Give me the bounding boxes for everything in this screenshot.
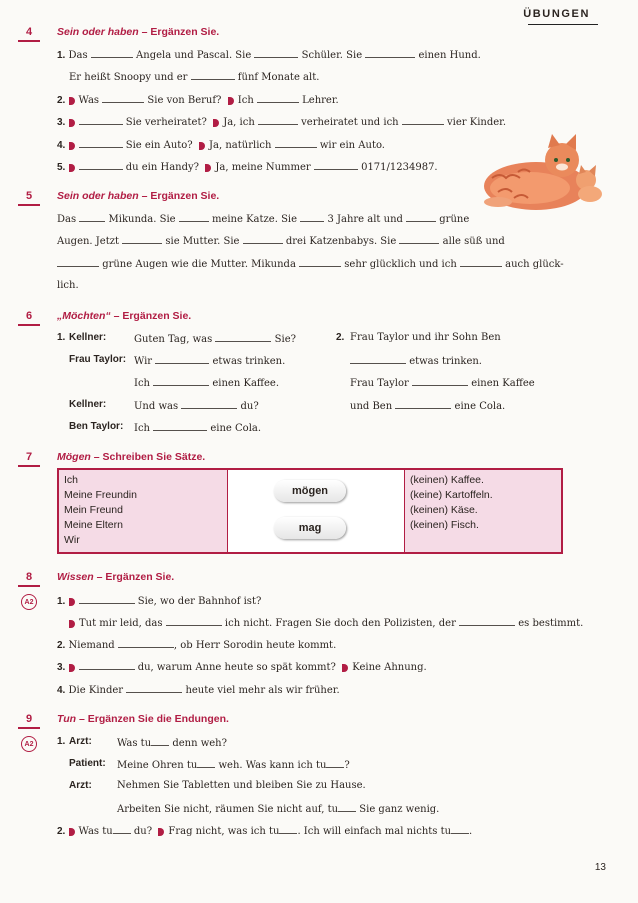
text: etwas trinken. [212,356,286,367]
title-keyword: Wissen [57,571,94,583]
speaker-label: Ben Taylor: [69,421,124,432]
item-number: 2. [57,95,66,106]
text: Ich [134,378,150,389]
text: drei Katzenbabys. Sie [285,236,397,247]
item-number: 2. [57,826,66,837]
speaker-icon [228,97,234,105]
text: Keine Ahnung. [352,662,427,673]
dialog-line [117,758,350,771]
speaker-icon [342,664,348,672]
blank[interactable] [399,234,439,244]
dialog-line [117,736,227,749]
blank[interactable] [338,802,356,812]
exercise-title-4 [57,26,219,38]
dialog-line [134,376,279,389]
text: Was tu [78,826,113,837]
blank[interactable] [153,376,209,386]
dialog-line: Nehmen Sie Tabletten und bleiben Sie zu Hause. [117,780,366,791]
text: sie Mutter. Sie [165,236,240,247]
blank[interactable] [300,212,324,222]
ex8-line-1b [69,616,583,629]
blank[interactable] [79,594,135,604]
speaker-icon [69,142,75,150]
text: Er heißt Snoopy und er [69,72,188,83]
blank[interactable] [326,758,344,768]
object-item: (keine) Kartoffeln. [410,489,493,501]
text: und Ben [350,401,393,412]
item-number: 1. [57,736,66,747]
speaker-icon [199,142,205,150]
dialog-line [350,399,505,412]
text: heute viel mehr als wir früher. [185,685,340,696]
blank[interactable] [314,160,358,170]
page-header: ÜBUNGEN [523,8,590,20]
item-number: 5. [57,162,66,173]
item-number: 1. [57,596,66,607]
blank[interactable] [402,115,444,125]
title-text: – Ergänzen Sie. [93,571,175,583]
title-text: – Schreiben Sie Sätze. [90,451,206,463]
text: meine Katze. Sie [211,214,298,225]
text: einen Kaffee [471,378,535,389]
text: Sie verheiratet? [125,117,207,128]
dialog-line [134,399,259,412]
text: Das [68,50,88,61]
blank[interactable] [122,234,162,244]
blank[interactable] [79,115,123,125]
text: weh. Was kann ich tu [218,760,327,771]
dialog-line [134,332,296,345]
text: Ich [134,423,150,434]
text: Niemand [68,640,115,651]
ex4-line-3 [57,115,506,128]
speaker-label: Frau Taylor: [69,354,127,365]
exercise-number-7: 7 [25,451,33,463]
item-number: 3. [57,662,66,673]
text: vier Kinder. [447,117,507,128]
text: grüne [439,214,470,225]
object-item: (keinen) Käse. [410,504,478,516]
text: Das [57,214,77,225]
text: Sie? [274,334,296,345]
text: Mikunda. Sie [108,214,176,225]
item-number: 2. [57,640,66,651]
subject-item: Meine Freundin [64,489,137,501]
text: du? [240,401,259,412]
blank[interactable] [79,660,135,670]
speaker-icon [69,664,75,672]
text: es bestimmt. [518,618,584,629]
exercise-number-8: 8 [25,571,33,583]
text: 0171/1234987. [361,162,438,173]
exercise-number-underline [18,40,40,42]
speaker-label: Patient: [69,758,106,769]
text: Augen. Jetzt [57,236,120,247]
blank[interactable] [350,354,406,364]
text: Arbeiten Sie nicht, räumen Sie nicht auf, tu [117,804,339,815]
ex4-line-2 [57,93,339,106]
verb-chip: mögen [274,480,346,502]
speaker-label: Kellner: [69,399,107,410]
text: Was tu [117,738,152,749]
ex4-line-5 [57,160,438,173]
blank[interactable] [179,212,209,222]
text: Sie ganz wenig. [359,804,440,815]
exercise-number-underline [18,727,40,729]
verb-chip: mag [274,517,346,539]
ex4-line-1 [57,48,481,61]
text: . [469,826,473,837]
text: . Ich will einfach mal nichts tu [297,826,452,837]
verbs-column [228,470,405,552]
ex4-line-1b [69,70,319,83]
cat-illustration [478,134,604,212]
text: ? [344,760,350,771]
blank[interactable] [412,376,468,386]
item-number: 4. [57,685,66,696]
blank[interactable] [365,48,415,58]
title-keyword: Sein oder haben [57,190,139,202]
text: , ob Herr Sorodin heute kommt. [173,640,337,651]
exercise-title-9 [57,713,229,725]
text: denn weh? [172,738,227,749]
exercise-title-7 [57,451,205,463]
title-text: – Ergänzen Sie. [138,190,220,202]
text: du ein Handy? [125,162,200,173]
text: fünf Monate alt. [237,72,320,83]
title-keyword: Mögen [57,451,91,463]
title-keyword: Tun [57,713,77,725]
text: Frau Taylor [350,378,409,389]
ex8-line-2 [57,638,336,651]
object-item: (keinen) Fisch. [410,519,479,531]
level-badge: A2 [21,736,37,752]
exercise-title-5 [57,190,219,202]
text: alle süß und [442,236,505,247]
ex5-line-1 [57,212,469,225]
title-text: – Ergänzen Sie. [110,310,192,322]
blank[interactable] [79,160,123,170]
text: 3 Jahre alt und [327,214,403,225]
ex8-line-4 [57,683,340,696]
text: Sie, wo der Bahnhof ist? [137,596,262,607]
ex5-line-4: lich. [57,280,79,291]
blank[interactable] [79,138,123,148]
dialog-line [134,421,261,434]
text: Meine Ohren tu [117,760,198,771]
ex8-line-3 [57,660,427,673]
blank[interactable] [275,138,317,148]
exercise-number-4: 4 [25,26,33,38]
blank[interactable] [197,758,215,768]
blank[interactable] [299,257,341,267]
blank[interactable] [155,354,209,364]
subject-item: Mein Freund [64,504,123,516]
speaker-label: Arzt: [69,736,92,747]
speaker-icon [158,828,164,836]
text: sehr glücklich und ich [344,259,457,270]
blank[interactable] [118,638,174,648]
blank[interactable] [151,736,169,746]
blank[interactable] [279,824,297,834]
text: du, warum Anne heute so spät kommt? [137,662,336,673]
header-rule [528,24,598,25]
blank[interactable] [406,212,436,222]
text: Was [78,95,100,106]
speaker-icon [69,97,75,105]
text: Angela und Pascal. Sie [136,50,252,61]
exercise-number-9: 9 [25,713,33,725]
blank[interactable] [460,257,502,267]
exercise-number-underline [18,204,40,206]
dialog-line [134,354,285,367]
text: Ich [237,95,254,106]
dialog-line [117,802,439,815]
dialog-line [350,354,482,367]
item-number: 2. [336,332,345,343]
objects-column [405,470,561,552]
speaker-icon [69,164,75,172]
object-item: (keinen) Kaffee. [410,474,484,486]
blank[interactable] [166,616,222,626]
speaker-icon [69,828,75,836]
blank[interactable] [57,257,99,267]
blank[interactable] [181,399,237,409]
blank[interactable] [102,93,144,103]
item-number: 4. [57,140,66,151]
level-badge: A2 [21,594,37,610]
ex8-line-1 [57,594,261,607]
speaker-icon [69,119,75,127]
title-text: – Ergänzen Sie die Endungen. [76,713,229,725]
text: wir ein Auto. [319,140,385,151]
blank[interactable] [113,824,131,834]
text: verheiratet und ich [301,117,399,128]
text: Ja, ich [223,117,255,128]
blank[interactable] [459,616,515,626]
title-keyword: Sein oder haben [57,26,139,38]
text: du? [133,826,153,837]
exercise-number-5: 5 [25,190,33,202]
subject-item: Meine Eltern [64,519,123,531]
title-text: – Ergänzen Sie. [138,26,220,38]
item-number: 3. [57,117,66,128]
speaker-label: Kellner: [69,332,107,343]
blank[interactable] [258,115,298,125]
text: ich nicht. Fragen Sie doch den Polizisten, der [224,618,456,629]
speaker-icon [69,620,75,628]
title-keyword: „Möchten“ [57,310,111,322]
blank[interactable] [254,48,298,58]
ex5-line-2 [57,234,505,247]
text: Guten Tag, was [134,334,213,345]
ex5-line-3 [57,257,564,270]
blank[interactable] [79,212,105,222]
text: Sie ein Auto? [125,140,193,151]
speaker-label: Arzt: [69,780,92,791]
item-number: 1. [57,332,66,343]
text: Wir [134,356,153,367]
text: auch glück- [505,259,564,270]
speaker-icon [205,164,211,172]
blank[interactable] [451,824,469,834]
blank[interactable] [215,332,271,342]
blank[interactable] [243,234,283,244]
exercise-title-6 [57,310,191,322]
text: Tut mir leid, das [79,618,163,629]
text: Ja, meine Nummer [215,162,311,173]
exercise-title-8 [57,571,174,583]
exercise-number-underline [18,324,40,326]
text: einen Hund. [418,50,481,61]
text: Frag nicht, was ich tu [168,826,280,837]
blank[interactable] [126,683,182,693]
speaker-icon [213,119,219,127]
text: einen Kaffee. [212,378,280,389]
sentence-builder-table [57,468,563,554]
text: etwas trinken. [409,356,482,367]
exercise-number-underline [18,465,40,467]
blank[interactable] [91,48,133,58]
text: Lehrer. [302,95,339,106]
blank[interactable] [153,421,207,431]
subjects-column [59,470,228,552]
text: grüne Augen wie die Mutter. Mikunda [102,259,296,270]
ex9-line-2 [57,824,472,837]
exercise-number-6: 6 [25,310,33,322]
blank[interactable] [191,70,235,80]
exercise-number-underline [18,585,40,587]
subject-item: Wir [64,534,80,546]
page-number: 13 [594,862,606,873]
speaker-icon [69,598,75,606]
dialog-line [350,376,535,389]
text: Schüler. Sie [301,50,363,61]
text: Die Kinder [68,685,124,696]
dialog-line: Frau Taylor und ihr Sohn Ben [350,332,501,343]
text: Ja, natürlich [209,140,272,151]
text: Sie von Beruf? [147,95,222,106]
blank[interactable] [395,399,451,409]
item-number: 1. [57,50,66,61]
ex4-line-4 [57,138,385,151]
text: Und was [134,401,179,412]
text: eine Cola. [454,401,506,412]
blank[interactable] [257,93,299,103]
subject-item: Ich [64,474,79,486]
text: eine Cola. [210,423,262,434]
